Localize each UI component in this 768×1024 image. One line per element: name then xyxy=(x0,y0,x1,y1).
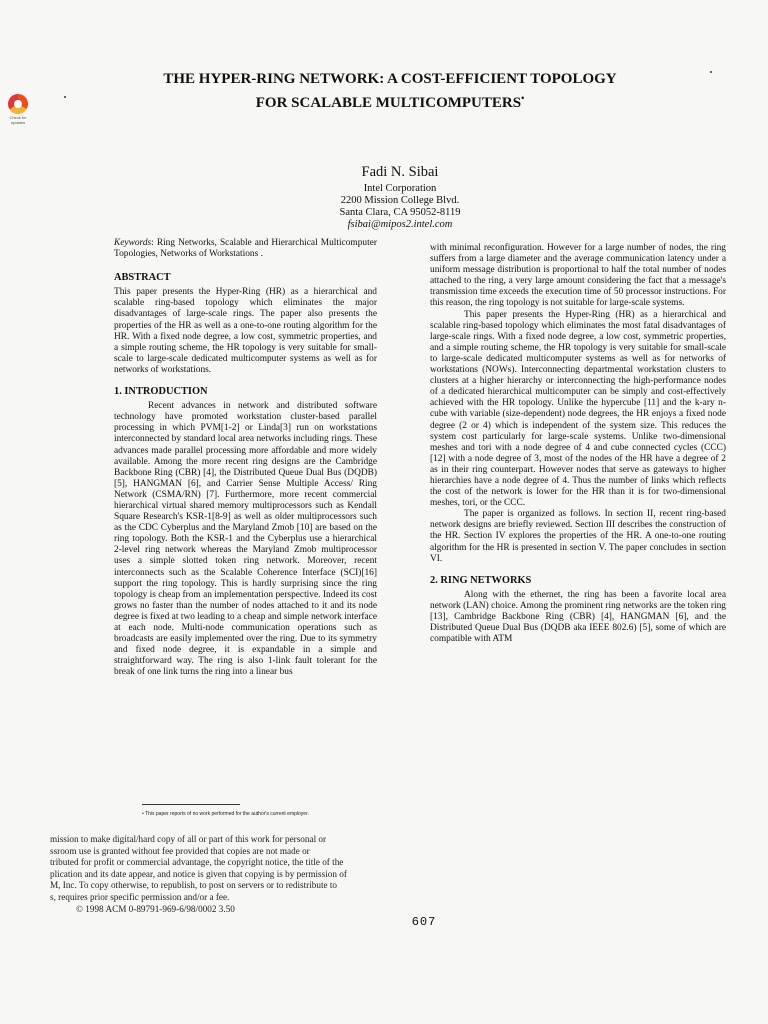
copyright-line: mission to make digital/hard copy of all or part of this work for personal or xyxy=(50,834,327,844)
copyright-line: s, requires prior specific permission and/or a fee. xyxy=(50,891,230,902)
check-for-updates-badge[interactable] xyxy=(4,94,32,128)
keywords-label: Keywords xyxy=(114,238,152,248)
author-email: fsibai@mipos2.intel.com xyxy=(347,219,453,230)
abstract-heading: ABSTRACT xyxy=(114,272,171,284)
keywords xyxy=(114,238,377,260)
footnote-divider xyxy=(142,804,240,805)
check-for-updates-icon xyxy=(8,94,28,114)
title-line-2-text: FOR SCALABLE MULTICOMPUTERS xyxy=(255,95,522,111)
ring-networks-heading: 2. RING NETWORKS xyxy=(430,574,532,586)
copyright-line: © 1998 ACM 0-89791-969-6/98/0002 3.50 xyxy=(76,903,235,914)
left-column xyxy=(114,238,377,678)
title-footnote-mark: • xyxy=(521,93,525,103)
footnote: • This paper reports of no work performed for the author's current employer. xyxy=(142,811,309,817)
ring-networks-paragraph: Along with the ethernet, the ring has been a favorite local area network (LAN) choice. Among the prominent ring networks are the token ring [13], Cambridge Backbone Ring (CBR) [4], HANGMAN [6], and the Distributed Queue Dual Bus (DQDB aka IEEE 802.6) [5], some of which are compatible with ATM xyxy=(430,589,726,645)
author-name: Fadi N. Sibai xyxy=(361,164,439,180)
check-for-updates-label: Check for updates xyxy=(9,115,27,125)
introduction-heading: 1. INTRODUCTION xyxy=(114,386,208,398)
abstract-text: This paper presents the Hyper-Ring (HR) as a hierarchical and scalable ring-based topology which eliminates the major disadvantages of large-scale rings. The paper also presents the properties of the HR as well as a one-to-one routing algorithm for the HR. With a fixed node degree, a low cost, symmetric properties, and a simple routing scheme, the HR topology is very suitable for small-scale to large-scale dedicated multicomputer systems as well as for networks of workstations. xyxy=(114,287,377,375)
right-column xyxy=(430,243,726,645)
copyright-line: tributed for profit or commercial advantage, the copyright notice, the title of the xyxy=(50,857,344,868)
affiliation-line: Intel Corporation xyxy=(363,183,437,194)
copyright-line: ssroom use is granted without fee provided that copies are not made or xyxy=(50,845,310,856)
page-number: 607 xyxy=(411,915,437,929)
keywords-text: : Ring Networks, Scalable and Hierarchical Multicomputer Topologies, Networks of Workstations . xyxy=(114,238,377,260)
body-paragraph: with minimal reconfiguration. However for a large number of nodes, the ring suffers from a large diameter and the average communication latency under a uniform message distribution is proportional to half the total number of nodes attached to the ring, a very large amount considering the fact that a message's transmission time exceeds the execution time of 50 processor instructions. For this reason, the ring topology is not suitable for large-scale systems. xyxy=(430,243,726,309)
affiliation-line: Santa Clara, CA 95052-8119 xyxy=(339,207,461,218)
copyright-line: M, Inc. To copy otherwise, to republish, to post on servers or to redistribute to xyxy=(50,880,338,891)
scan-speck xyxy=(64,96,66,98)
affiliation-line: 2200 Mission College Blvd. xyxy=(340,195,460,206)
body-paragraph: This paper presents the Hyper-Ring (HR) as a hierarchical and scalable ring-based topology which eliminates the most fatal disadvantages of large-scale rings. With a fixed node degree, a low cost, symmetric properties, and a simple routing scheme, the HR topology is very suitable for small-scale to large-scale dedicated multicomputer systems as well as for networks of workstations (NOWs). Interconnecting departmental workstation clusters to clusters at a higher hierarchy or interconnecting the high-performance nodes of a dedicated hierarchical multicomputer can be simply and cost-effectively achieved with the HR topology. Unlike the hypercube [11] and the k-ary n-cube with variable (size-dependent) node degrees, the HR enjoys a fixed node degree (2 or 4) which is independent of the system size. This reduces the system cost particularly for large-scale systems. Unlike two-dimensional meshes and tori with a node degree of 4 and cube connected cycles (CCC) [12] with a node degree of 3, most of the nodes of the HR have a degree of 2 as in their ring counterpart. However nodes that serve as gateways to higher hierarchies have a node degree of 4. Thus the number of links which reflects the cost of the network is lower for the HR than it is for two-dimensional meshes, tori, or the CCC. xyxy=(430,309,726,509)
body-paragraph: The paper is organized as follows. In section II, recent ring-based network designs are briefly reviewed. Section III describes the construction of the HR. Section IV explores the properties of the HR. A one-to-one routing algorithm for the HR is presented in section V. The paper concludes in section VI. xyxy=(430,509,726,564)
title-line-1: THE HYPER-RING NETWORK: A COST-EFFICIENT TOPOLOGY xyxy=(163,71,617,87)
paper-title xyxy=(120,70,660,113)
title-line-2 xyxy=(120,89,660,113)
introduction-paragraph: Recent advances in network and distributed software technology have promoted workstation cluster-based parallel processing in which PVM[1-2] or Linda[3] run on workstations interconnected by standard local area networks including rings. These advances made parallel processing more affordable and more widely available. Among the more recent ring designs are the Cambridge Backbone Ring (CBR) [4], the Distributed Queue Dual Bus (DQDB) [5], HANGMAN [6], and Carrier Sense Multiple Access/ Ring Network (CSMA/RN) [7]. Furthermore, more recent commercial hierarchical virtual shared memory multiprocessors such as Kendall Square Research's KSR-1[8-9] as well as older multiprocessors such as the CDC Cyberplus and the Maryland Zmob [10] are based on the ring topology. Both the KSR-1 and the Cyberplus use a hierarchical 2-level ring network whereas the Maryland Zmob multiprocessor uses a simple slotted token ring network. Moreover, recent interconnects such as the Scalable Coherence Interface (SCI)[16] support the ring topology. This is hardly surprising since the ring topology is cheap from an implementation perspective. Indeed its cost grows no faster than the number of nodes attached to it and its node degree is fixed at two leading to a cheap and simple network interface at each node. Multi-node communication operations such as broadcasts are easily implemented over the ring. Due to its symmetry and fixed node degree, it is expandable in a simple and straightforward way. The ring is also 1-link fault tolerant for the break of one link turns the ring into a linear bus xyxy=(114,401,377,678)
scan-speck xyxy=(710,71,712,73)
author-affiliation xyxy=(260,183,540,231)
copyright-line: plication and its date appear, and notice is given that copying is by permission of xyxy=(50,868,347,879)
copyright-notice xyxy=(50,834,390,915)
